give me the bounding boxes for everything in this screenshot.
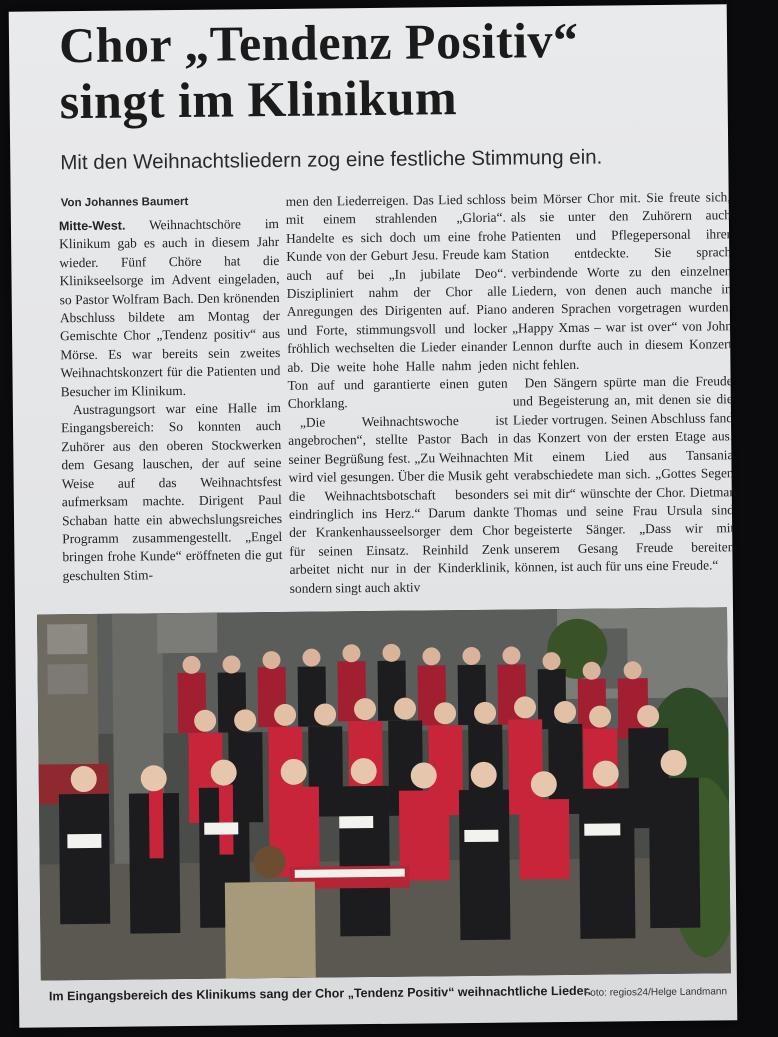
byline: Von Johannes Baumert xyxy=(60,195,189,210)
article-column-3 xyxy=(511,188,735,577)
paragraph: Austragungsort war eine Halle im Eingangsbereich: So konnten auch Zuhörer aus den oberen Stockwerken dem Gesang lauschen, der auf seine Weise auf das Weihnachtsfest aufmerksam machte. Dirigent Paul Schaban hatte ein abwechslungsreiches Programm zusammengestellt. „Engel bringen frohe Kunde“ eröffneten die gut geschulten Stim- xyxy=(60,400,283,583)
article-column-2 xyxy=(286,191,510,598)
paragraph: men den Liederreigen. Das Lied schloss mit einem strahlenden „Gloria“. Handelte es sich doch um eine frohe Kunde von der Geburt Jesu. Freude kam auch auf bei „In jubilate Deo“. Diszipliniert nahm der Chor alle Anregungen des Dirigenten auf. Piano und Forte, stimmungsvoll und locker fröhlich wechselten die Lieder einander ab. Die weite hohe Halle nahm jeden Ton auf und garantierte einen guten Chorklang. xyxy=(285,191,508,412)
dateline: Mitte-West. xyxy=(58,218,126,234)
paragraph: beim Mörser Chor mit. Sie freute sich, als sie unter den Zuhörern auch Patienten und Pflegepersonal ihrer Station entdeckte. Sie sprach verbindende Worte zu den einzelnen Liedern, von denen auch manche in anderen Sprachen vorgetragen wurden. „Happy Xmas – war ist over“ von John Lennon durfte auch in diesem Konzert nicht fehlen. xyxy=(510,189,733,373)
headline xyxy=(59,11,700,130)
photo-credit: Foto: regios24/Helge Landmann xyxy=(584,986,728,999)
paragraph xyxy=(59,215,281,401)
paragraph-text: Weihnachtschöre im Klinikum gab es auch in diesem Jahr wieder. Fünf Chöre hat die Klinikseelsorge im Advent eingeladen, so Pastor Wolfram Bach. Den krönenden Abschluss bildete am Montag der Gemischte Chor „Tendenz positiv“ aus Mörse. Es war bereits sein zweites Weihnachtskonzert für die Patienten und Besucher im Klinikum. xyxy=(59,215,281,399)
paragraph: „Die Weihnachtswoche ist angebrochen“, stellte Pastor Bach in seiner Begrüßung fest. „Zu Weihnachten wird viel gesungen. Über die Musik geht die Weihnachtsbotschaft besonders eindringlich ins Herz.“ Darum dankte der Krankenhausseelsorger dem Chor für seinen Einsatz. Reinhild Zenk arbeitet nicht nur in der Kinderklinik, sondern singt auch aktiv xyxy=(288,412,510,596)
headline-line-1: Chor „Tendenz Positiv“ xyxy=(58,11,579,74)
paragraph: Den Sängern spürte man die Freude und Begeisterung an, mit denen sie die Lieder vortrugen. Seinen Abschluss fand das Konzert von der ersten Etage aus. Mit einem Lied aus Tansania verabschiedete man sich. „Gottes Segen sei mit dir“ wünschte der Chor. Dietmar Thomas und seine Frau Ursula sind begeisterte Sänger. „Dass wir mit unserem Gesang Freude bereiten können, ist auch für uns eine Freude.“ xyxy=(512,373,735,575)
article-column-1 xyxy=(59,215,283,585)
photo-caption: Im Eingangsbereich des Klinikums sang der Chor „Tendenz Positiv“ weihnachtliche Lieder. xyxy=(48,983,592,1004)
newspaper-clipping xyxy=(9,4,738,1027)
subheadline: Mit den Weihnachtsliedern zog eine festliche Stimmung ein. xyxy=(60,145,603,175)
choir-photo xyxy=(37,607,731,980)
headline-line-2: singt im Klinikum xyxy=(59,69,458,130)
choir-photo-illustration xyxy=(37,607,731,980)
